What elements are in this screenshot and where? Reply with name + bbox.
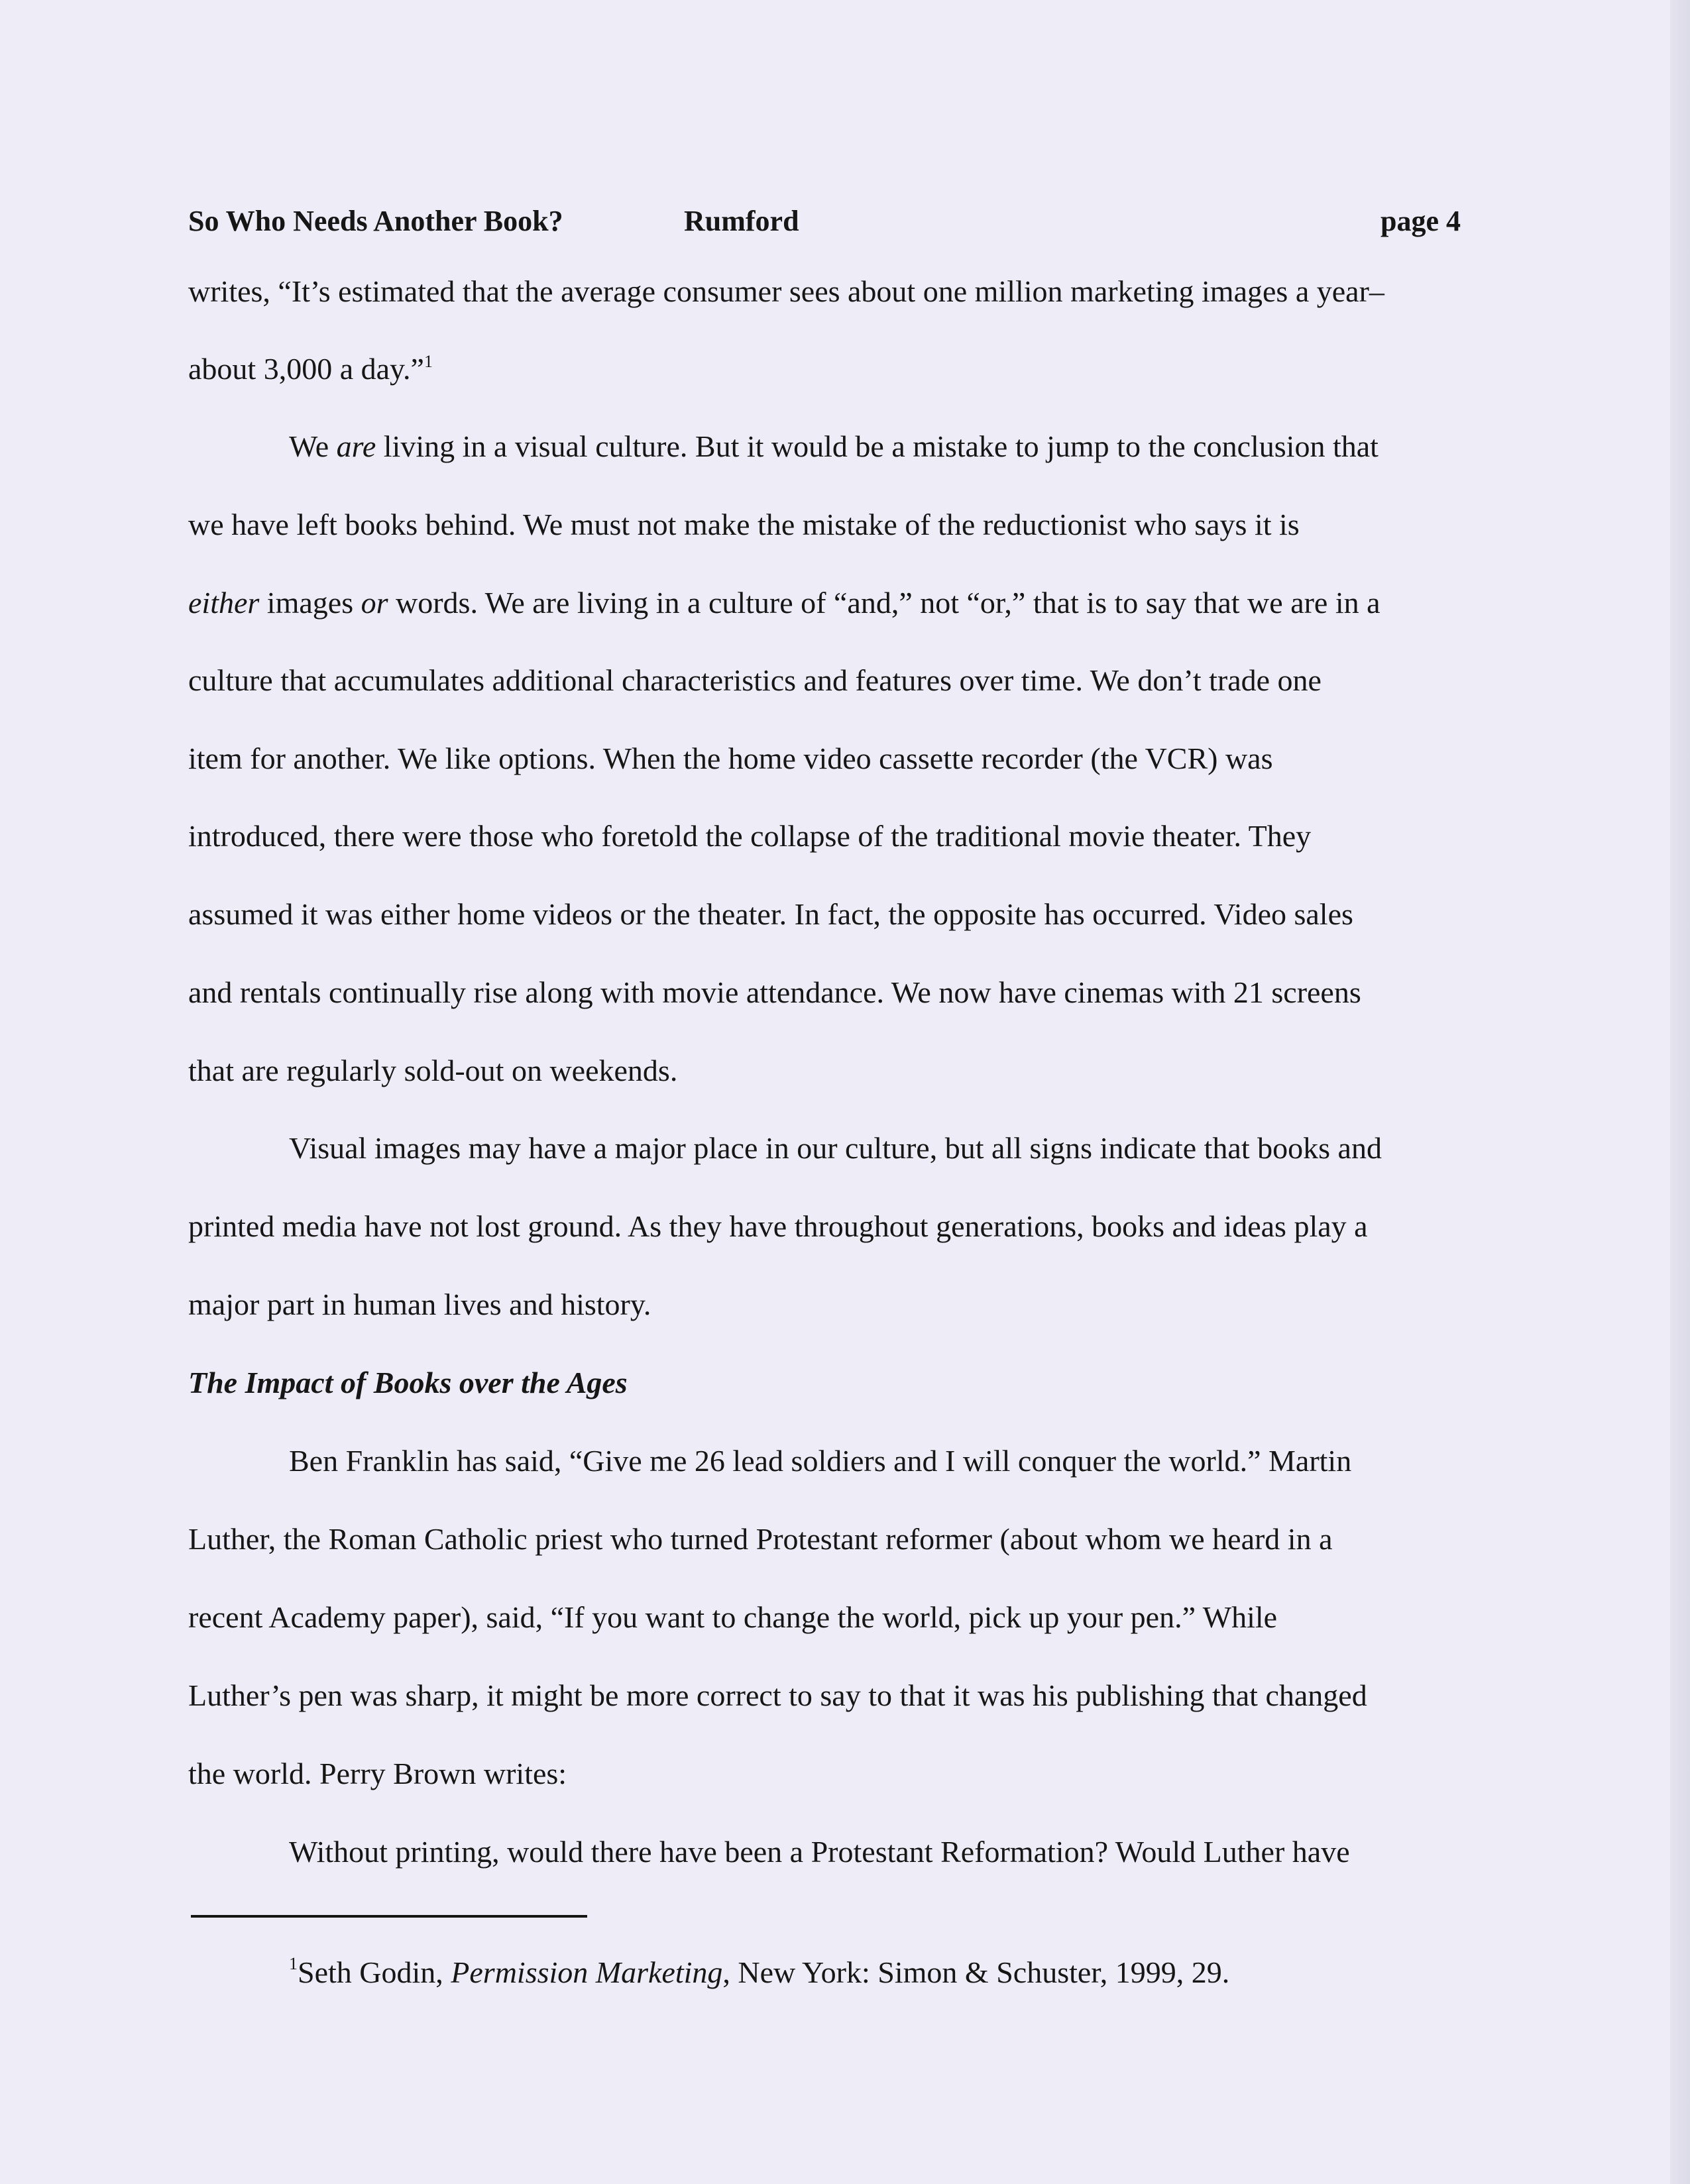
body-line: Ben Franklin has said, “Give me 26 lead soldiers and I will conquer the world.” Martin xyxy=(289,1444,1352,1478)
body-line: that are regularly sold-out on weekends. xyxy=(188,1054,678,1087)
body-line: We are living in a visual culture. But it would be a mistake to jump to the conclusion that xyxy=(289,429,1379,463)
body-line: printed media have not lost ground. As they have throughout generations, books and ideas play a xyxy=(188,1209,1368,1243)
footnote-number: 1 xyxy=(289,1954,298,1973)
section-subheading: The Impact of Books over the Ages xyxy=(188,1366,628,1399)
body-line: culture that accumulates additional characteristics and features over time. We don’t trade one xyxy=(188,663,1322,697)
body-line: Luther’s pen was sharp, it might be more correct to say to that it was his publishing that changed xyxy=(188,1678,1367,1712)
body-line: and rentals continually rise along with movie attendance. We now have cinemas with 21 screens xyxy=(188,975,1361,1009)
body-line: item for another. We like options. When the home video cassette recorder (the VCR) was xyxy=(188,741,1273,775)
body-line: the world. Perry Brown writes: xyxy=(188,1757,567,1790)
footnote-separator xyxy=(191,1915,587,1918)
body-line: about 3,000 a day.”$^1$ xyxy=(188,352,433,386)
header-title: So Who Needs Another Book? xyxy=(188,205,563,237)
running-header xyxy=(188,201,1461,241)
block-quote-line: Without printing, would there have been a Protestant Reformation? Would Luther have xyxy=(289,1835,1350,1869)
body-line: writes, “It’s estimated that the average consumer sees about one million marketing images a year– xyxy=(188,274,1384,308)
body-line: either images or words. We are living in a culture of “and,” not “or,” that is to say that we are in a xyxy=(188,586,1380,620)
page-edge xyxy=(1670,0,1690,2184)
footnote: $^1$Seth Godin, Permission Marketing, New York: Simon & Schuster, 1999, 29. xyxy=(289,1954,1230,1989)
footnote-book-title: Permission Marketing xyxy=(451,1955,723,1989)
footnote-reference: 1 xyxy=(423,352,433,371)
header-page-number: page 4 xyxy=(1380,205,1461,237)
body-line: Visual images may have a major place in our culture, but all signs indicate that books and xyxy=(289,1131,1382,1165)
body-line: we have left books behind. We must not make the mistake of the reductionist who says it is xyxy=(188,508,1300,541)
body-line: introduced, there were those who foretold the collapse of the traditional movie theater. They xyxy=(188,819,1312,853)
body-line: Luther, the Roman Catholic priest who turned Protestant reformer (about whom we heard in a xyxy=(188,1522,1333,1556)
header-author: Rumford xyxy=(684,205,799,237)
body-line: recent Academy paper), said, “If you want to change the world, pick up your pen.” While xyxy=(188,1600,1278,1634)
body-line: assumed it was either home videos or the theater. In fact, the opposite has occurred. Video sales xyxy=(188,897,1353,931)
body-line: major part in human lives and history. xyxy=(188,1287,651,1321)
